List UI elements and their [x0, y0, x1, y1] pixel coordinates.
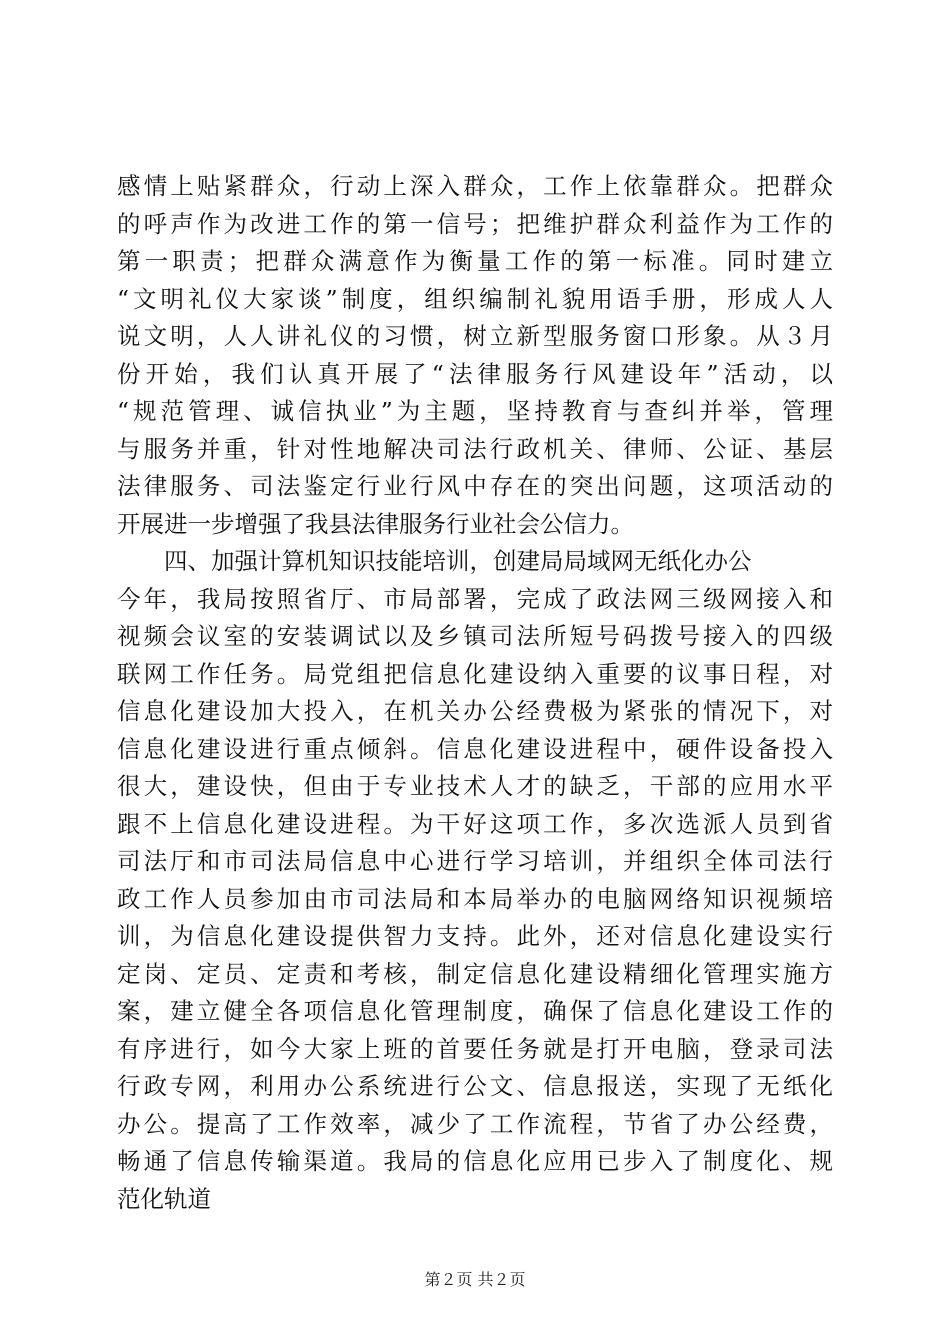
text-line: 开展进一步增强了我县法律服务行业社会公信力。: [117, 509, 634, 538]
text-line: 政工作人员参加由市司法局和本局举办的电脑网络知识视频培: [117, 884, 833, 913]
text-line: 四、加强计算机知识技能培训，创建局局域网无纸化办公: [164, 547, 752, 575]
text-line: 案，建立健全各项信息化管理制度，确保了信息化建设工作的: [117, 997, 833, 1025]
text-line: 行政专网，利用办公系统进行公文、信息报送，实现了无纸化: [117, 1072, 833, 1100]
paragraph: [117, 168, 833, 543]
page-footer: 第２页 共２页: [424, 1270, 526, 1289]
text-line: 跟不上信息化建设进程。为干好这项工作，多次选派人员到省: [117, 809, 833, 838]
text-line: 的呼声作为改进工作的第一信号；把维护群众利益作为工作的: [117, 209, 833, 238]
text-line: 视频会议室的安装调试以及乡镇司法所短号码拨号接入的四级: [117, 622, 833, 650]
text-line: 畅通了信息传输渠道。我局的信息化应用已步入了制度化、规: [117, 1147, 833, 1175]
text-line: 联网工作任务。局党组把信息化建设纳入重要的议事日程，对: [117, 659, 833, 688]
text-line: 法律服务、司法鉴定行业行风中存在的突出问题，这项活动的: [117, 472, 833, 500]
text-line: 训，为信息化建设提供智力支持。此外，还对信息化建设实行: [117, 922, 833, 950]
document-body: [117, 168, 833, 1218]
text-line: 说文明，人人讲礼仪的习惯，树立新型服务窗口形象。从３月: [117, 322, 833, 350]
text-line: 与服务并重，针对性地解决司法行政机关、律师、公证、基层: [117, 434, 833, 463]
text-line: 有序进行，如今大家上班的首要任务就是打开电脑，登录司法: [117, 1034, 833, 1063]
paragraph: [117, 581, 833, 1219]
text-line: 第一职责；把群众满意作为衡量工作的第一标准。同时建立: [117, 247, 833, 275]
text-line: 范化轨道: [117, 1184, 211, 1213]
text-line: 很大，建设快，但由于专业技术人才的缺乏，干部的应用水平: [117, 772, 833, 800]
paragraph: [117, 543, 833, 581]
text-line: 信息化建设进行重点倾斜。信息化建设进程中，硬件设备投入: [117, 734, 833, 763]
text-line: 今年，我局按照省厅、市局部署，完成了政法网三级网接入和: [117, 584, 833, 613]
text-line: 定岗、定员、定责和考核，制定信息化建设精细化管理实施方: [117, 959, 833, 988]
text-line: “文明礼仪大家谈”制度，组织编制礼貌用语手册，形成人人: [117, 284, 833, 313]
text-line: 司法厅和市司法局信息中心进行学习培训，并组织全体司法行: [117, 847, 833, 875]
text-line: “规范管理、诚信执业”为主题，坚持教育与查纠并举，管理: [117, 397, 833, 425]
text-line: 感情上贴紧群众，行动上深入群众，工作上依靠群众。把群众: [117, 172, 833, 200]
text-line: 信息化建设加大投入，在机关办公经费极为紧张的情况下，对: [117, 697, 833, 725]
text-line: 份开始，我们认真开展了“法律服务行风建设年”活动，以: [117, 359, 833, 388]
text-line: 办公。提高了工作效率，减少了工作流程，节省了办公经费，: [117, 1109, 833, 1138]
